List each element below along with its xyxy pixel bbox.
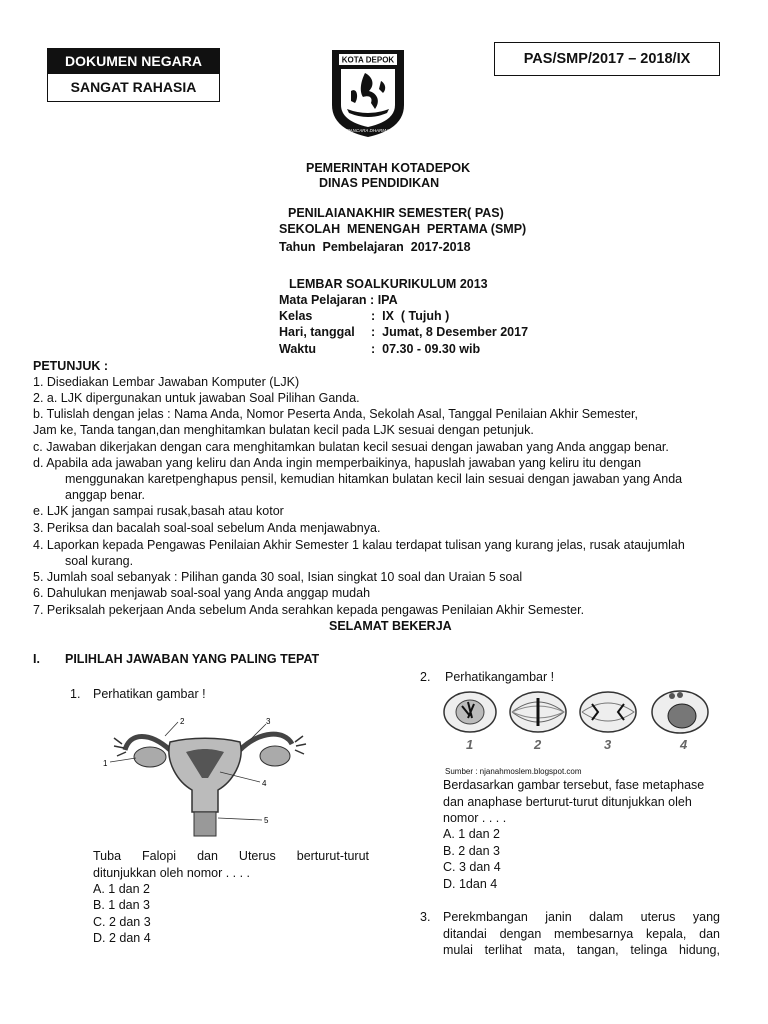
q2-cell-label: 2	[534, 737, 542, 752]
q1-option: C. 2 dan 3	[93, 915, 151, 929]
q3-line: mulai terlihat mata, tangan, telinga hidung,	[443, 943, 720, 957]
petunjuk-item: menggunakan karetpenghapus pensil, kemudian hitamkan bulatan kecil lain sesuai dengan jawaban yang Anda	[65, 472, 683, 486]
petunjuk-item: b. Tulislah dengan jelas : Nama Anda, Nomor Peserta Anda, Sekolah Asal, Tanggal Penilaian Akhir Semester,	[33, 407, 638, 421]
info-row-time: Waktu	[279, 342, 317, 356]
dokumen-negara-badge	[47, 48, 220, 102]
document-code-badge: PAS/SMP/2017 – 2018/IX	[494, 42, 720, 76]
q1-fig-label: 2	[180, 717, 185, 726]
petunjuk-item: Jam ke, Tanda tangan,dan menghitamkan bulatan kecil pada LJK sesuai dengan petunjuk.	[33, 423, 534, 437]
logo-bottom-text: PANCARA DHARMA	[346, 128, 390, 133]
q2-cell-label: 1	[466, 737, 474, 752]
q3-number: 3.	[420, 910, 431, 924]
q2-prompt: Perhatikangambar !	[445, 670, 555, 684]
petunjuk-item: c. Jawaban dikerjakan dengan cara menghitamkan bulatan kecil sesuai dengan jawaban yang Anda anggap benar.	[33, 440, 669, 454]
petunjuk-item: 3. Periksa dan bacalah soal-soal sebelum Anda menjawabnya.	[33, 521, 381, 535]
selamat-bekerja: SELAMAT BEKERJA	[329, 619, 452, 633]
kota-depok-logo	[329, 47, 407, 139]
header-line-2: DINAS PENDIDIKAN	[319, 176, 440, 190]
dokumen-negara-label: DOKUMEN NEGARA	[48, 49, 219, 74]
q2-source: Sumber : njanahmoslem.blogspot.com	[445, 767, 582, 776]
header-line-5: Tahun Pembelajaran 2017-2018	[279, 240, 471, 254]
header-line-1: PEMERINTAH KOTADEPOK	[306, 161, 471, 175]
section-title: PILIHLAH JAWABAN YANG PALING TEPAT	[65, 652, 320, 666]
q1-fig-label: 4	[262, 779, 267, 788]
q2-mitosis-figure	[440, 688, 720, 752]
logo-top-text: KOTA DEPOK	[341, 55, 395, 65]
q2-question-line: Berdasarkan gambar tersebut, fase metaphase	[443, 778, 705, 792]
q3-line: ditandai dengan membesarnya kepala, dan	[443, 927, 720, 941]
q1-option: A. 1 dan 2	[93, 882, 150, 896]
petunjuk-item: 6. Dahulukan menjawab soal-soal yang Anda anggap mudah	[33, 586, 371, 600]
petunjuk-item: 4. Laporkan kepada Pengawas Penilaian Akhir Semester 1 kalau terdapat tulisan yang kurang jelas, rusak ataujumlah	[33, 538, 685, 552]
petunjuk-item: 1. Disediakan Lembar Jawaban Komputer (LJK)	[33, 375, 300, 389]
q1-option: B. 1 dan 3	[93, 898, 150, 912]
q1-prompt: Perhatikan gambar !	[93, 687, 206, 701]
petunjuk-title: PETUNJUK :	[33, 359, 109, 373]
q2-question-line: nomor . . . .	[443, 811, 507, 825]
petunjuk-item: 5. Jumlah soal sebanyak : Pilihan ganda 30 soal, Isian singkat 10 soal dan Uraian 5 soal	[33, 570, 523, 584]
q2-option: C. 3 dan 4	[443, 860, 501, 874]
q3-line: Perekmbangan janin dalam uterus yang	[443, 910, 720, 924]
info-row-subject: Mata Pelajaran : IPA	[279, 293, 398, 307]
q2-cell-label: 3	[604, 737, 612, 752]
q2-option: A. 1 dan 2	[443, 827, 500, 841]
q1-uterus-figure	[100, 712, 310, 837]
petunjuk-item: 7. Periksalah pekerjaan Anda sebelum Anda serahkan kepada pengawas Penilaian Akhir Semester.	[33, 603, 585, 617]
info-row-date: Hari, tanggal	[279, 325, 355, 339]
sangat-rahasia-label: SANGAT RAHASIA	[70, 79, 197, 95]
petunjuk-item: anggap benar.	[65, 488, 145, 502]
info-row-class: Kelas	[279, 309, 313, 323]
q2-option: D. 1dan 4	[443, 877, 498, 891]
petunjuk-item: e. LJK jangan sampai rusak,basah atau kotor	[33, 504, 284, 518]
q1-fig-label: 5	[264, 816, 269, 825]
q2-option: B. 2 dan 3	[443, 844, 500, 858]
q1-fig-label: 1	[103, 759, 108, 768]
header-line-4: SEKOLAH MENENGAH PERTAMA (SMP)	[279, 222, 527, 236]
q2-number: 2.	[420, 670, 431, 684]
header-line-3: PENILAIANAKHIR SEMESTER( PAS)	[288, 206, 504, 220]
q2-cell-label: 4	[680, 737, 688, 752]
q1-fig-label: 3	[266, 717, 271, 726]
section-number: I.	[33, 652, 40, 666]
q2-question-line: dan anaphase berturut-turut ditunjukkan oleh	[443, 795, 692, 809]
header-line-6: LEMBAR SOALKURIKULUM 2013	[289, 277, 488, 291]
petunjuk-item: d. Apabila ada jawaban yang keliru dan Anda ingin memperbaikinya, hapuslah jawaban yang keliru itu dengan	[33, 456, 642, 470]
q1-question-line: Tuba Falopi dan Uterus berturut-turut	[93, 849, 369, 863]
petunjuk-item: 2. a. LJK dipergunakan untuk jawaban Soal Pilihan Ganda.	[33, 391, 360, 405]
q1-question-line: ditunjukkan oleh nomor . . . .	[93, 866, 251, 880]
q1-number: 1.	[70, 687, 81, 701]
petunjuk-item: soal kurang.	[65, 554, 134, 568]
q1-option: D. 2 dan 4	[93, 931, 151, 945]
